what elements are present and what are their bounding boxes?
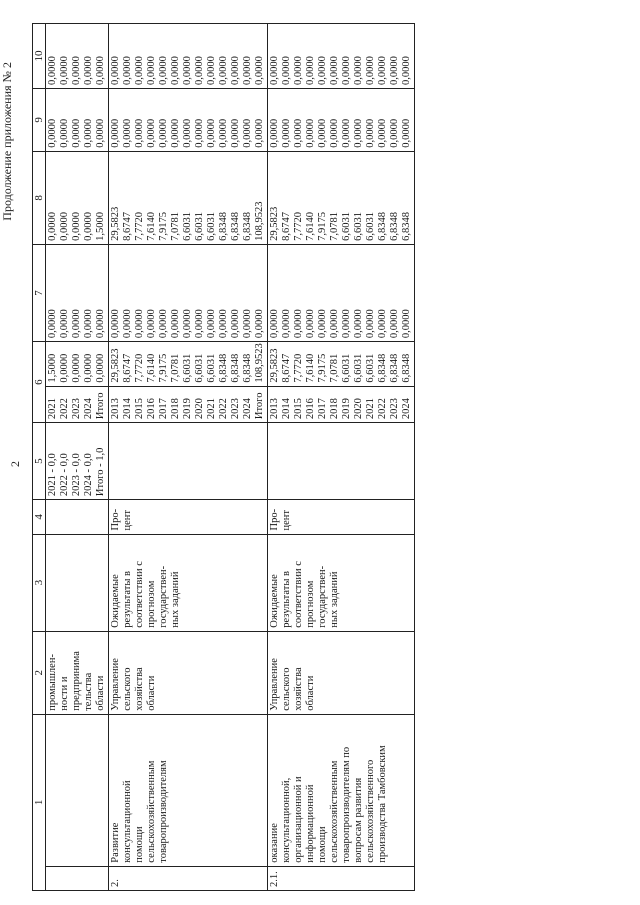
header-col-10: 10 — [33, 24, 46, 89]
cell-federal: 0,0000 0,0000 0,0000 0,0000 0,0000 0,0000 0,0000 0,0000 0,0000 0,0000 0,0000 0,0000 0,0000 — [109, 244, 268, 341]
cell-federal: 0,0000 0,0000 0,0000 0,0000 0,0000 — [46, 244, 109, 341]
cell-indicator: Ожидаемые результаты в соответствии с прогнозом государствен- ных заданий — [109, 534, 268, 631]
cell-name: оказание консультационной, организационной и информационной помощи сельскохозяйственным товаропроизводителям по вопросам развития сельскохозяйственного производства Тамбовским — [268, 714, 415, 866]
continuation-caption: Продолжение приложения № 2 — [0, 62, 14, 221]
cell-other: 0,0000 0,0000 0,0000 0,0000 0,0000 — [46, 24, 109, 89]
cell-years: 2013 2014 2015 2016 2017 2018 2019 2020 2021 2022 2023 2024 Итого — [109, 386, 268, 422]
cell-name: Развитие консультационной помощи сельскохозяйственным товаропроизводителям — [109, 714, 268, 866]
table-row — [268, 24, 415, 891]
header-col-1: 1 — [33, 714, 46, 890]
header-col-2: 2 — [33, 631, 46, 714]
cell-years: 2013 2014 2015 2016 2017 2018 2019 2020 2021 2022 2023 2024 — [268, 386, 415, 422]
cell-indicator — [46, 534, 109, 631]
cell-local: 0,0000 0,0000 0,0000 0,0000 0,0000 — [46, 88, 109, 151]
cell-unit: Про- цент — [109, 500, 268, 534]
cell-total: 1,5000 0,0000 0,0000 0,0000 0,0000 — [46, 342, 109, 387]
cell-regional: 0,0000 0,0000 0,0000 0,0000 1,5000 — [46, 151, 109, 244]
cell-unit — [46, 500, 109, 534]
cell-total: 29,5823 8,6747 7,7720 7,6140 7,9175 7,0781 6,6031 6,6031 6,6031 6,8348 6,8348 6,8348 108,9523 — [109, 342, 268, 387]
page-number: 2 — [8, 461, 22, 467]
cell-executor: Управление сельского хозяйства области — [109, 631, 268, 714]
cell-other: 0,0000 0,0000 0,0000 0,0000 0,0000 0,0000 0,0000 0,0000 0,0000 0,0000 0,0000 0,0000 0,0000 — [109, 24, 268, 89]
header-col-5: 5 — [33, 423, 46, 500]
cell-local: 0,0000 0,0000 0,0000 0,0000 0,0000 0,0000 0,0000 0,0000 0,0000 0,0000 0,0000 0,0000 0,0000 — [109, 88, 268, 151]
header-col-9: 9 — [33, 88, 46, 151]
cell-number: 2. — [109, 866, 268, 890]
table-row — [46, 24, 109, 891]
table-row — [109, 24, 268, 891]
cell-total: 29,5823 8,6747 7,7720 7,6140 7,9175 7,0781 6,6031 6,6031 6,6031 6,8348 6,8348 6,8348 — [268, 342, 415, 387]
cell-regional: 29,5823 8,6747 7,7720 7,6140 7,9175 7,0781 6,6031 6,6031 6,6031 6,8348 6,8348 6,8348 108,9523 — [109, 151, 268, 244]
cell-executor: промышлен- ности и предпринима тельства области — [46, 631, 109, 714]
header-col-3: 3 — [33, 534, 46, 631]
cell-years: 2021 2022 2023 2024 Итого — [46, 386, 109, 422]
cell-values-by-year: 2021 - 0,0 2022 - 0,0 2023 - 0,0 2024 - 0,0 Итого - 1,0 — [46, 423, 109, 500]
header-row — [33, 24, 46, 891]
header-col-6: 6 — [33, 342, 46, 423]
cell-other: 0,0000 0,0000 0,0000 0,0000 0,0000 0,0000 0,0000 0,0000 0,0000 0,0000 0,0000 0,0000 — [268, 24, 415, 89]
cell-name — [46, 714, 109, 866]
header-col-8: 8 — [33, 151, 46, 244]
cell-number — [46, 866, 109, 890]
program-table — [32, 23, 415, 891]
cell-federal: 0,0000 0,0000 0,0000 0,0000 0,0000 0,0000 0,0000 0,0000 0,0000 0,0000 0,0000 0,0000 — [268, 244, 415, 341]
cell-executor: Управление сельского хозяйства области — [268, 631, 415, 714]
header-col-7: 7 — [33, 244, 46, 341]
cell-regional: 29,5823 8,6747 7,7720 7,6140 7,9175 7,0781 6,6031 6,6031 6,6031 6,8348 6,8348 6,8348 — [268, 151, 415, 244]
header-col-4: 4 — [33, 500, 46, 534]
cell-values-by-year — [268, 423, 415, 500]
cell-unit: Про- цент — [268, 500, 415, 534]
cell-values-by-year — [109, 423, 268, 500]
cell-local: 0,0000 0,0000 0,0000 0,0000 0,0000 0,0000 0,0000 0,0000 0,0000 0,0000 0,0000 0,0000 — [268, 88, 415, 151]
cell-number: 2.1. — [268, 866, 415, 890]
cell-indicator: Ожидаемые результаты в соответствии с прогнозом государствен- ных заданий — [268, 534, 415, 631]
